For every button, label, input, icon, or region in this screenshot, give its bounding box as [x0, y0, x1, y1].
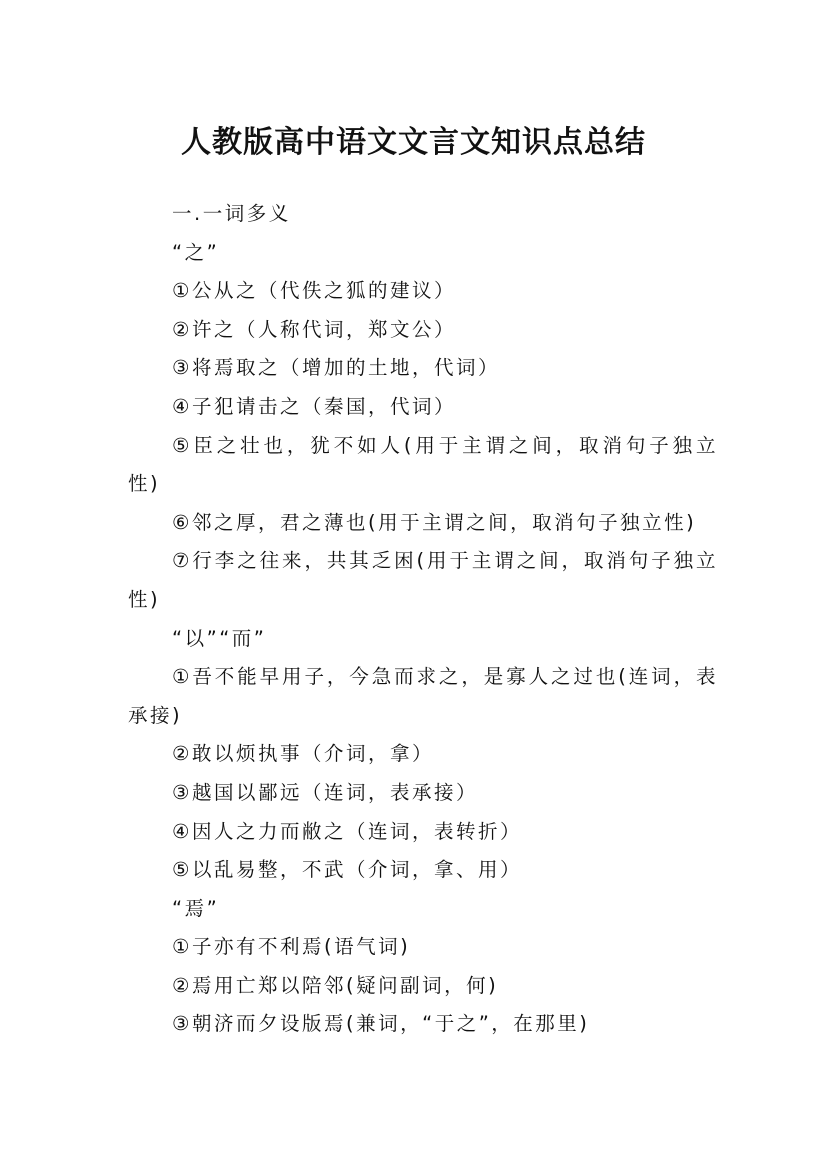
example-item: ⑤以乱易整，不武（介词，拿、用）: [172, 858, 522, 882]
example-item: ①吾不能早用子，今急而求之，是寡人之过也(连词，表承接): [128, 665, 718, 727]
example-item: ③越国以鄙远（连词，表承接）: [172, 780, 478, 804]
term-heading: “焉”: [172, 896, 220, 920]
example-item: ⑥邻之厚，君之薄也(用于主谓之间，取消句子独立性): [172, 510, 697, 534]
example-item: ①子亦有不利焉(语气词): [172, 935, 411, 959]
term-heading: “以”“而”: [172, 626, 267, 650]
example-item: ②许之（人称代词，郑文公）: [172, 317, 456, 341]
example-item: ④子犯请击之（秦国，代词）: [172, 394, 456, 418]
example-item: ②焉用亡郑以陪邻(疑问副词，何): [172, 973, 499, 997]
example-item: ③将焉取之（增加的土地，代词）: [172, 356, 500, 380]
example-item: ②敢以烦执事（介词，拿）: [172, 742, 434, 766]
document-title: 人教版高中语文文言文知识点总结: [181, 125, 646, 161]
example-item: ⑦行李之往来，共其乏困(用于主谓之间，取消句子独立性): [128, 549, 718, 611]
example-item: ③朝济而夕设版焉(兼词，“于之”，在那里): [172, 1012, 590, 1036]
term-heading: “之”: [172, 240, 220, 264]
example-item: ⑤臣之壮也，犹不如人(用于主谓之间，取消句子独立性): [128, 433, 718, 496]
document-body: [128, 195, 718, 1044]
example-item: ④因人之力而敝之（连词，表转折）: [172, 819, 522, 843]
section-heading: 一.一词多义: [172, 202, 291, 225]
example-item: ①公从之（代佚之狐的建议）: [172, 279, 456, 303]
